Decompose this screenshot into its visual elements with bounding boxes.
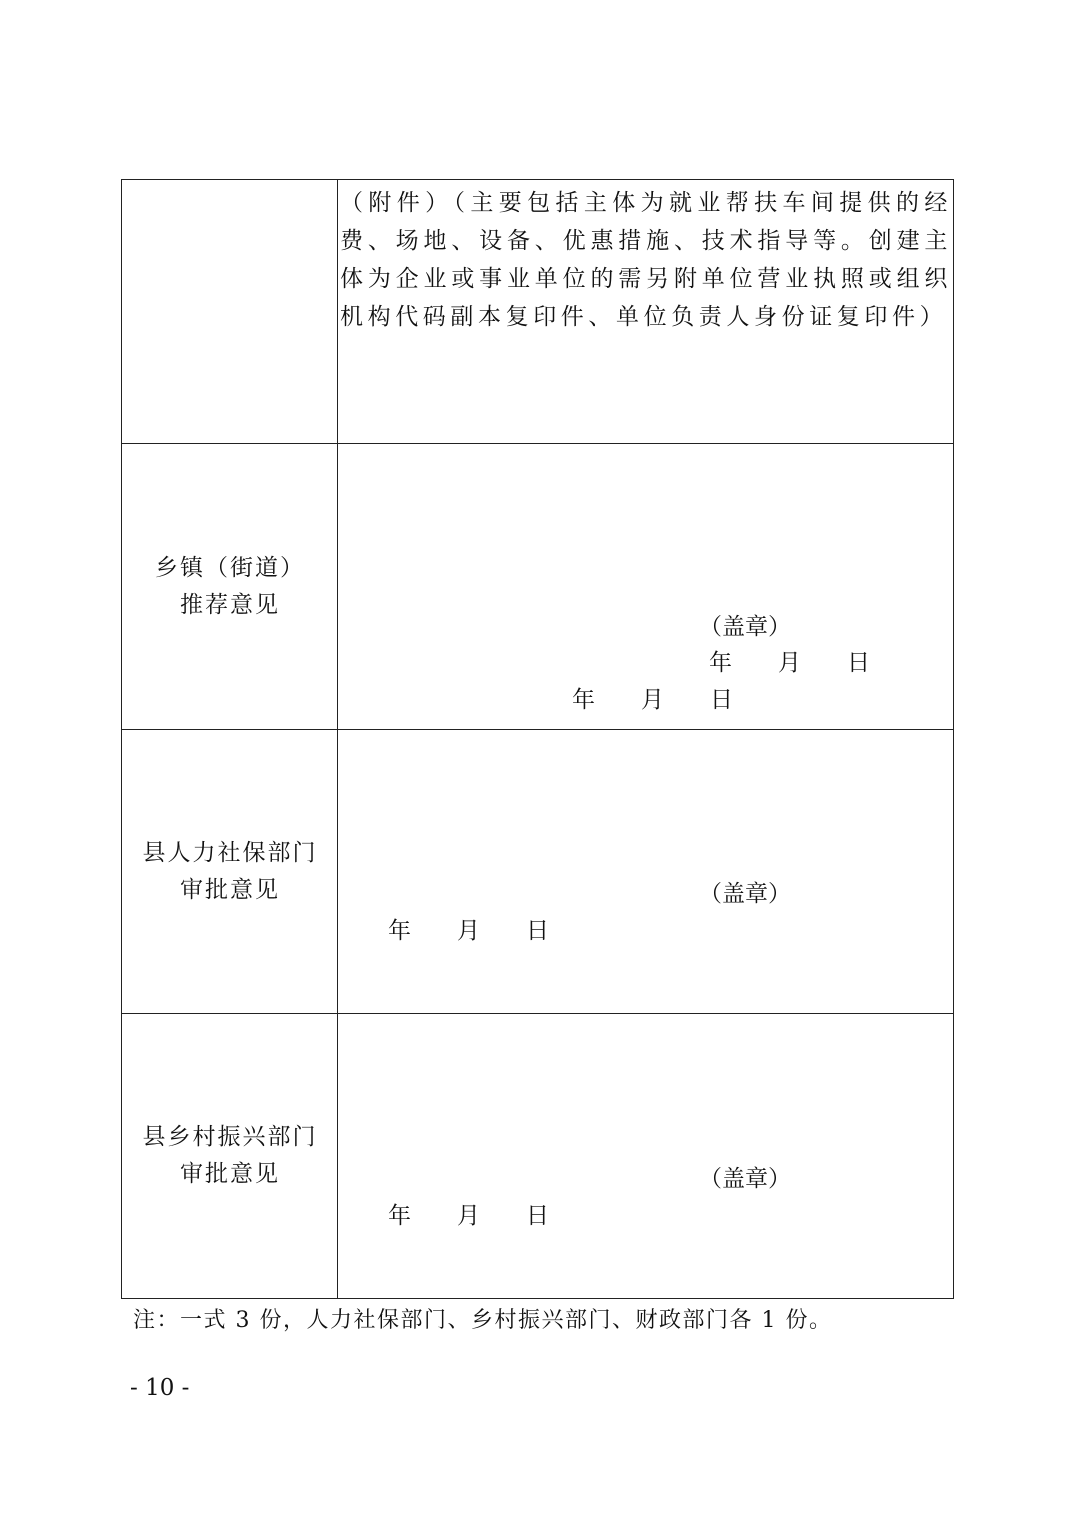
county-hr-label-line2: 审批意见 (180, 876, 280, 903)
township-seal: （盖章） (699, 614, 791, 640)
county-rural-date: 年 月 日 (388, 1203, 549, 1229)
township-date-2: 年 月 日 (572, 687, 733, 713)
county-rural-approval-row (122, 1014, 953, 1298)
county-rural-label-line1: 县乡村振兴部门 (142, 1124, 318, 1150)
county-rural-seal: （盖章） (699, 1166, 791, 1192)
county-hr-date: 年 月 日 (388, 918, 549, 944)
township-date-1: 年 月 日 (709, 650, 870, 676)
township-label-line2: 推荐意见 (180, 591, 280, 618)
county-rural-label (122, 1014, 338, 1298)
township-label (122, 444, 338, 729)
county-rural-label-line2: 审批意见 (180, 1161, 280, 1187)
county-hr-label (122, 730, 338, 1013)
page-number: - 10 - (130, 1375, 190, 1401)
township-label-line1: 乡镇（街道） (155, 554, 305, 581)
attachment-row (122, 180, 953, 443)
county-hr-seal: （盖章） (699, 881, 791, 907)
footnote: 注：一式 3 份，人力社保部门、乡村振兴部门、财政部门各 1 份。 (133, 1308, 833, 1333)
attachment-description: （附件）（主要包括主体为就业帮扶车间提供的经费、场地、设备、优惠措施、技术指导等。创建主体为企业或事业单位的需另附单位营业执照或组织机构代码副本复印件、单位负责人身份证复印件） (340, 190, 952, 330)
approval-form-table (121, 179, 954, 1299)
township-recommendation-row (122, 444, 953, 729)
county-hr-label-line1: 县人力社保部门 (142, 839, 318, 866)
county-hr-approval-row (122, 730, 953, 1013)
